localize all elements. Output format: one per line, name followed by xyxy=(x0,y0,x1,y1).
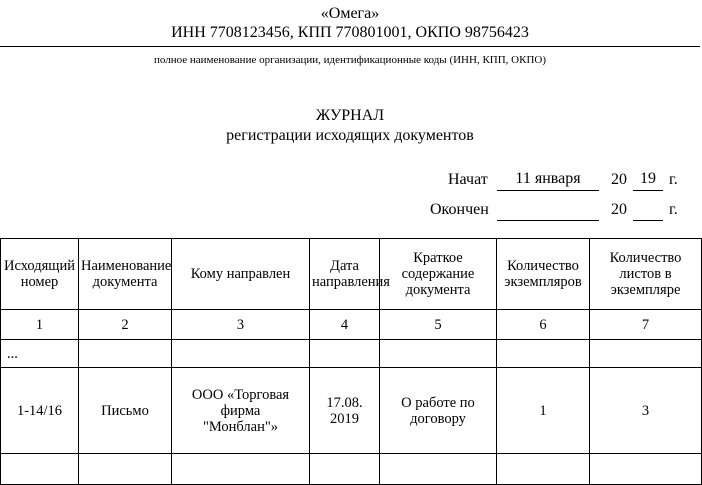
empty-cell xyxy=(79,340,172,368)
column-number: 1 xyxy=(1,310,79,340)
table-header-row xyxy=(1,239,702,310)
header-document-name: Наименование документа xyxy=(79,239,172,310)
ended-label: Окончен xyxy=(430,201,489,218)
cell-document-name: Письмо xyxy=(79,368,172,454)
header-summary: Краткое содержание документа xyxy=(380,239,497,310)
organization-underline xyxy=(0,46,700,47)
journal-subtitle: регистрации исходящих документов xyxy=(226,127,474,144)
column-number: 2 xyxy=(79,310,172,340)
table-row xyxy=(1,368,702,454)
started-year-suffix: г. xyxy=(669,171,678,188)
empty-cell xyxy=(590,340,702,368)
header-recipient: Кому направлен xyxy=(172,239,310,310)
ended-year-suffix: г. xyxy=(669,201,678,218)
cell-summary: О работе по договору xyxy=(380,368,497,454)
ended-year-field xyxy=(633,200,663,221)
header-copies: Количество экземпляров xyxy=(497,239,590,310)
organization-name: «Омега» xyxy=(320,5,380,22)
empty-cell xyxy=(310,340,380,368)
column-number: 4 xyxy=(310,310,380,340)
header-outgoing-number: Исходящий номер xyxy=(1,239,79,310)
organization-codes: ИНН 7708123456, КПП 770801001, ОКПО 98756423 xyxy=(171,24,529,41)
empty-cell xyxy=(497,340,590,368)
cell-copies: 1 xyxy=(497,368,590,454)
started-label: Начат xyxy=(448,171,488,188)
column-number: 7 xyxy=(590,310,702,340)
column-number: 3 xyxy=(172,310,310,340)
empty-cell xyxy=(590,454,702,485)
column-number: 5 xyxy=(380,310,497,340)
started-date-field: 11 января xyxy=(497,170,599,191)
empty-row xyxy=(1,454,702,485)
header-send-date: Дата направления xyxy=(310,239,380,310)
empty-cell xyxy=(497,454,590,485)
cell-recipient: ООО «Торговая фирма "Монблан"» xyxy=(172,368,310,454)
cell-sheets: 3 xyxy=(590,368,702,454)
empty-cell xyxy=(172,454,310,485)
cell-send-date: 17.08. 2019 xyxy=(310,368,380,454)
ended-date-field xyxy=(497,200,599,221)
started-century: 20 xyxy=(611,171,627,188)
cell-outgoing-number: 1-14/16 xyxy=(1,368,79,454)
organization-caption: полное наименование организации, идентификационные коды (ИНН, КПП, ОКПО) xyxy=(153,54,546,66)
ellipsis-cell: ... xyxy=(1,340,79,368)
empty-cell xyxy=(172,340,310,368)
ellipsis-row xyxy=(1,340,702,368)
column-number: 6 xyxy=(497,310,590,340)
empty-cell xyxy=(380,340,497,368)
empty-cell xyxy=(79,454,172,485)
empty-cell xyxy=(1,454,79,485)
journal-table xyxy=(0,238,702,485)
ended-century: 20 xyxy=(611,201,627,218)
column-number-row xyxy=(1,310,702,340)
header-sheets: Количество листов в экземпляре xyxy=(590,239,702,310)
empty-cell xyxy=(380,454,497,485)
started-year-field: 19 xyxy=(633,170,663,191)
empty-cell xyxy=(310,454,380,485)
journal-title: ЖУРНАЛ xyxy=(315,107,385,124)
